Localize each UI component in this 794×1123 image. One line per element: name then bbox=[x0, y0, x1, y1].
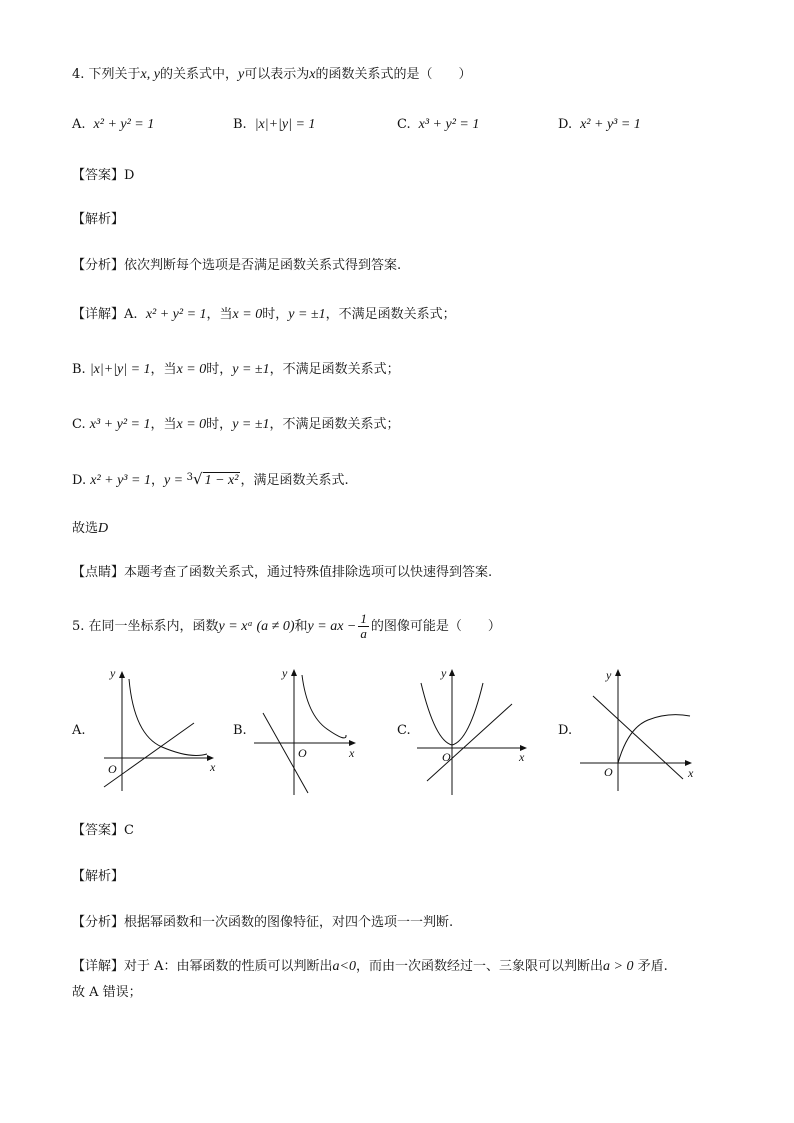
q4-detail-a bbox=[72, 306, 456, 324]
q4-var-x: x bbox=[309, 67, 316, 82]
q4-stem-text: 可以表示为 bbox=[244, 67, 310, 82]
answer-tag: 【答案】 bbox=[72, 168, 125, 183]
x-axis-label: x bbox=[688, 766, 694, 780]
q4-analysis-tag: 【解析】 bbox=[72, 212, 125, 227]
option-expr: x³ + y² = 1 bbox=[418, 117, 480, 132]
q5-linear-function: y = ax − bbox=[307, 619, 357, 634]
detail-expr: x = 0 bbox=[176, 362, 207, 377]
detail-tag: 【详解】 bbox=[72, 307, 125, 322]
y-axis-label: y bbox=[441, 666, 447, 680]
option-label: D. bbox=[558, 117, 573, 132]
detail-expr: a > 0 bbox=[603, 959, 634, 974]
origin-label: O bbox=[442, 750, 451, 764]
graph-a bbox=[92, 663, 222, 793]
fenxi-tag: 【分析】 bbox=[72, 915, 125, 930]
detail-expr: y = ±1 bbox=[232, 362, 270, 377]
choose-value: D bbox=[98, 521, 109, 536]
option-expr: x² + y² = 1 bbox=[93, 117, 155, 132]
q5-stem-text: 和 bbox=[294, 619, 308, 634]
q4-option-a bbox=[72, 117, 154, 133]
detail-text: ，不满足函数关系式； bbox=[325, 307, 456, 322]
graph-d-label: D. bbox=[558, 723, 573, 738]
detail-expr: x² + y² = 1 bbox=[145, 307, 207, 322]
q4-detail-b bbox=[72, 361, 400, 379]
detail-expr: x = 0 bbox=[232, 307, 263, 322]
detail-expr: y = ±1 bbox=[232, 417, 270, 432]
q5-stem-text: 5. 在同一坐标系内，函数 bbox=[72, 619, 219, 634]
x-axis-label: x bbox=[519, 750, 525, 764]
detail-text: ，当 bbox=[206, 307, 233, 322]
q4-stem bbox=[72, 66, 471, 84]
q4-option-c bbox=[397, 117, 479, 133]
power-curve bbox=[302, 675, 346, 738]
y-axis-label: y bbox=[606, 668, 612, 682]
q5-fraction bbox=[358, 612, 369, 641]
comment-text: 本题考查了函数关系式，通过特殊值排除选项可以快速得到答案. bbox=[124, 565, 493, 580]
x-axis-label: x bbox=[349, 746, 355, 760]
detail-expr: x² + y³ = 1 bbox=[90, 473, 151, 488]
option-label: A. bbox=[72, 117, 86, 132]
graph-c bbox=[415, 663, 535, 798]
detail-prefix: B. bbox=[72, 362, 86, 377]
detail-text: ，当 bbox=[150, 362, 177, 377]
detail-prefix: D. bbox=[72, 473, 87, 488]
origin-label: O bbox=[604, 765, 613, 779]
q4-stem-text: 的关系式中， bbox=[159, 67, 238, 82]
graph-c-label: C. bbox=[397, 723, 411, 738]
q5-analysis-tag: 【解析】 bbox=[72, 869, 125, 884]
graph-b-label: B. bbox=[233, 723, 247, 738]
detail-text: 时， bbox=[206, 362, 233, 377]
detail-prefix: A. bbox=[124, 307, 138, 322]
q5-power-function: y = xᵃ (a ≠ 0) bbox=[218, 619, 295, 634]
option-expr: x² + y³ = 1 bbox=[580, 117, 641, 132]
detail-tag: 【详解】 bbox=[72, 959, 125, 974]
q4-stem-text: 4. 下列关于 bbox=[72, 67, 141, 82]
q5-stem-text: 的图像可能是（ ） bbox=[370, 619, 501, 634]
detail-expr: y = ±1 bbox=[288, 307, 326, 322]
detail-text: 对于 A：由幂函数的性质可以判断出 bbox=[124, 959, 333, 974]
fenxi-text: 根据幂函数和一次函数的图像特征，对四个选项一一判断. bbox=[124, 915, 454, 930]
y-axis-arrow bbox=[291, 669, 297, 676]
y-axis-arrow bbox=[119, 671, 125, 678]
detail-expr: a<0 bbox=[332, 959, 356, 974]
detail-text: ，不满足函数关系式； bbox=[269, 417, 400, 432]
graph-a-label: A. bbox=[72, 723, 86, 738]
q4-choose bbox=[72, 520, 108, 538]
detail-text: ，不满足函数关系式； bbox=[269, 362, 400, 377]
fraction-denominator: a bbox=[360, 626, 367, 641]
option-label: B. bbox=[233, 117, 247, 132]
detail-text: 矛盾. bbox=[637, 959, 668, 974]
q4-option-b bbox=[233, 117, 315, 133]
detail-expr: y = bbox=[163, 473, 187, 488]
option-label: C. bbox=[397, 117, 411, 132]
y-axis-arrow bbox=[449, 669, 455, 676]
cube-root-radicand: 1 − x² bbox=[204, 473, 239, 488]
detail-expr: x = 0 bbox=[176, 417, 207, 432]
comment-tag: 【点睛】 bbox=[72, 565, 125, 580]
answer-value: D bbox=[124, 168, 135, 183]
y-axis-arrow bbox=[615, 669, 621, 676]
y-axis-label: y bbox=[282, 666, 288, 680]
q4-stem-text: 的函数关系式的是（ ） bbox=[315, 67, 472, 82]
linear-line bbox=[427, 704, 512, 781]
q5-detail-end: 故 A 错误； bbox=[72, 985, 142, 1000]
fenxi-text: 依次判断每个选项是否满足函数关系式得到答案. bbox=[124, 258, 402, 273]
q5-stem bbox=[72, 612, 501, 641]
q4-detail-c bbox=[72, 416, 400, 434]
q4-option-d bbox=[558, 117, 641, 133]
power-curve bbox=[618, 715, 690, 763]
origin-label: O bbox=[108, 762, 117, 776]
choose-text: 故选 bbox=[72, 521, 99, 536]
q4-fenxi bbox=[72, 257, 401, 275]
detail-expr: |x|+|y| = 1 bbox=[89, 362, 151, 377]
detail-text: ，满足函数关系式. bbox=[240, 473, 349, 488]
x-axis-label: x bbox=[210, 760, 216, 774]
y-axis-label: y bbox=[110, 666, 116, 680]
option-expr: |x|+|y| = 1 bbox=[254, 117, 316, 132]
detail-text: 时， bbox=[206, 417, 233, 432]
detail-expr: x³ + y² = 1 bbox=[89, 417, 151, 432]
detail-text: 时， bbox=[262, 307, 289, 322]
q5-answer bbox=[72, 822, 134, 840]
q4-detail-d: D. x² + y³ = 1，y = $^3$√ 1 − x² ，满足函数关系式. bbox=[72, 470, 349, 488]
power-curve bbox=[129, 679, 207, 755]
graph-b bbox=[252, 663, 362, 798]
graph-d bbox=[578, 663, 703, 798]
q4-comment bbox=[72, 564, 492, 582]
detail-prefix: C. bbox=[72, 417, 86, 432]
detail-text: ，当 bbox=[150, 417, 177, 432]
q4-vars: x, y bbox=[140, 67, 160, 82]
origin-label: O bbox=[298, 746, 307, 760]
q5-detail bbox=[72, 958, 668, 976]
q5-fenxi bbox=[72, 914, 453, 932]
answer-value: C bbox=[124, 823, 134, 838]
q4-answer bbox=[72, 167, 134, 185]
linear-line bbox=[104, 723, 194, 787]
detail-text: ，而由一次函数经过一、三象限可以判断出 bbox=[356, 959, 604, 974]
fenxi-tag: 【分析】 bbox=[72, 258, 125, 273]
q4-var-y: y bbox=[238, 67, 245, 82]
answer-tag: 【答案】 bbox=[72, 823, 125, 838]
fraction-numerator: 1 bbox=[360, 611, 367, 626]
